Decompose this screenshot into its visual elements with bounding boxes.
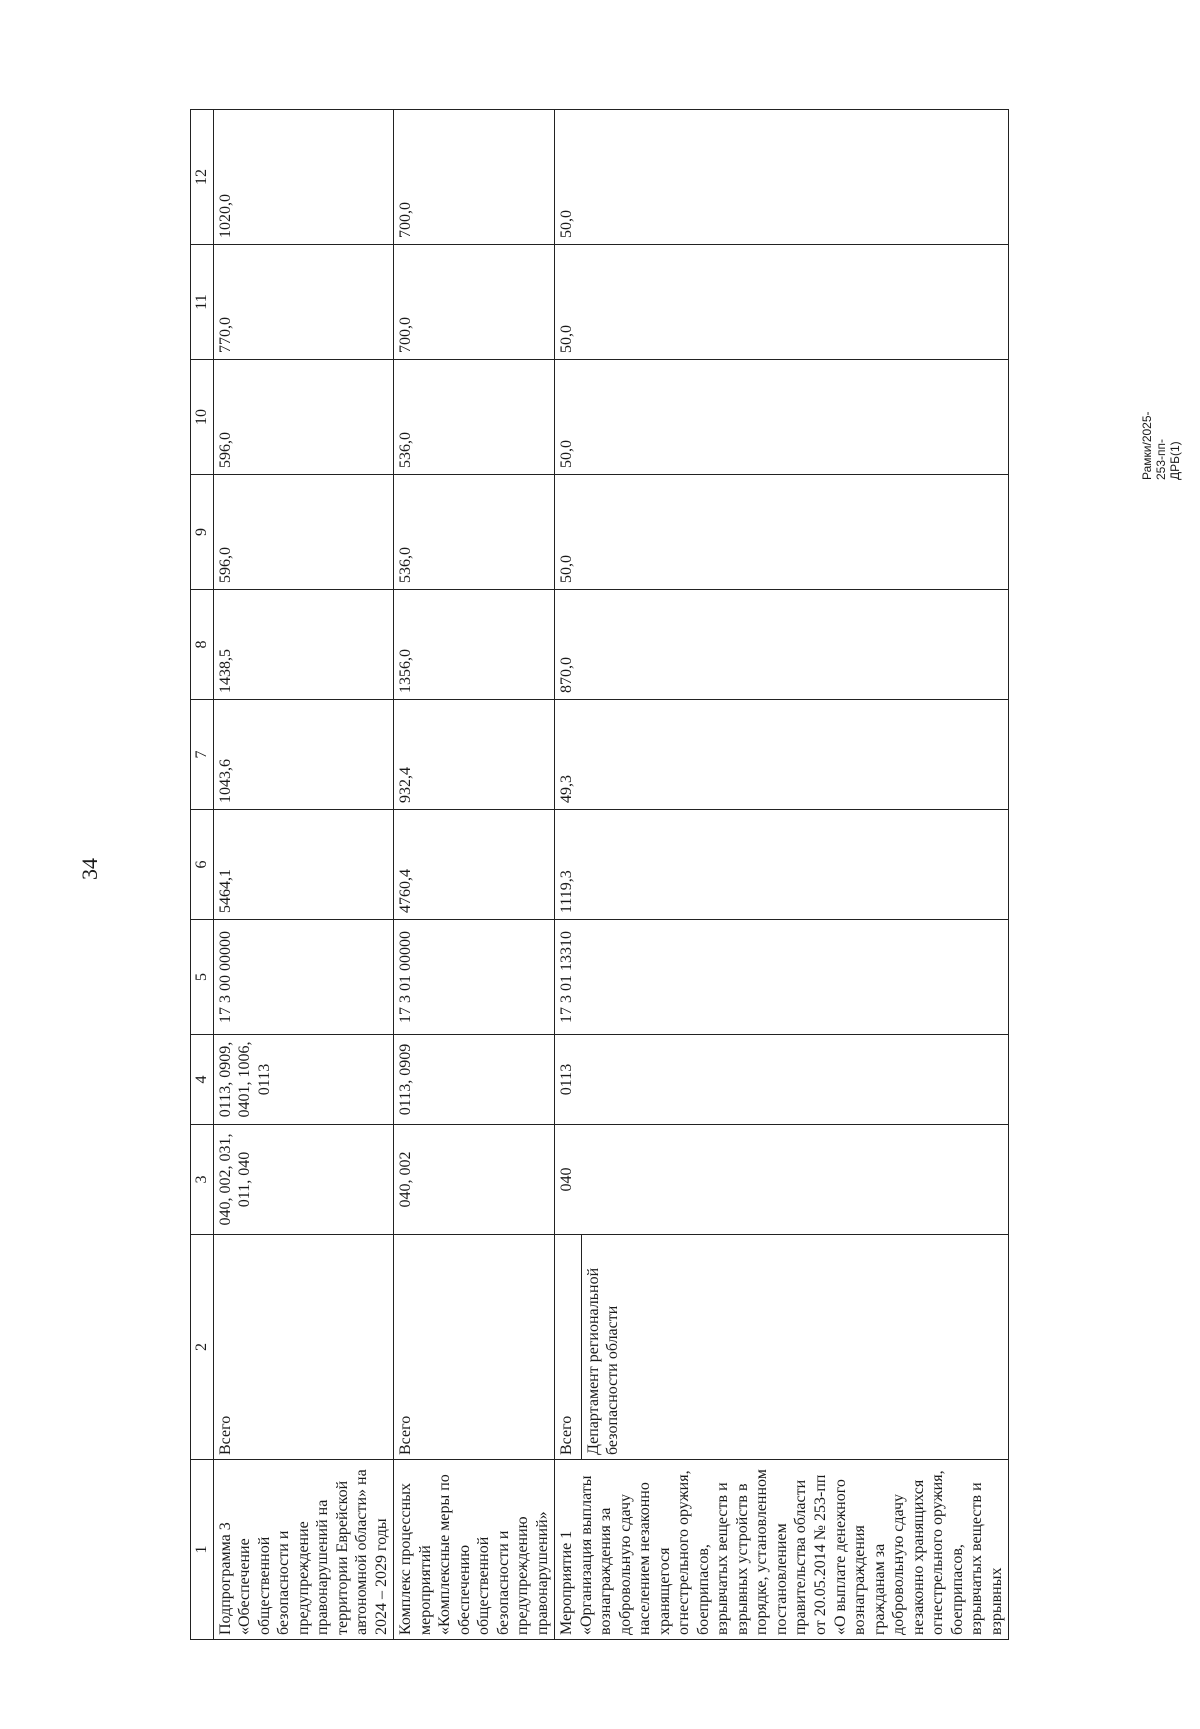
header-row	[191, 110, 214, 1640]
value-cell: 50,0	[555, 245, 1009, 360]
value-cell: 700,0	[394, 110, 555, 245]
value-cell: 536,0	[394, 475, 555, 590]
value-cell: 5464,1	[213, 810, 394, 920]
value-cell: 49,3	[555, 700, 1009, 810]
value-cell: 1043,6	[213, 700, 394, 810]
grbs-cell: 040, 002	[394, 1125, 555, 1235]
value-cell: 932,4	[394, 700, 555, 810]
value-cell: 1119,3	[555, 810, 1009, 920]
csr-cell: 17 3 01 13310	[555, 920, 1009, 1035]
col-header: 12	[191, 110, 214, 245]
table-row	[213, 110, 394, 1640]
program-name: Мероприятие 1 «Организация выплаты вознаграждения за добровольную сдачу населением незаконно хранящегося огнестрельного оружия, боеприпасов, взрывчатых веществ и взрывных устройств в порядке, установленном постановлением правительства области от 20.05.2014 № 253-пп «О выплате денежного вознаграждения гражданам за добровольную сдачу незаконно хранящихся огнестрельного оружия, боеприпасов, взрывчатых веществ и взрывных	[555, 1460, 1009, 1640]
budget-table-wrapper	[190, 110, 1090, 1640]
responsible-cell: Всего	[213, 1235, 394, 1460]
grbs-cell: 040	[555, 1125, 1009, 1235]
rzpr-cell: 0113, 0909, 0401, 1006, 0113	[213, 1035, 394, 1125]
col-header: 2	[191, 1235, 214, 1460]
responsible-cell: Всего	[394, 1235, 555, 1460]
page-number: 34	[77, 858, 102, 880]
program-name: Комплекс процессных мероприятий «Комплексные меры по обеспечению общественной безопасности и предупреждению правонарушений»	[394, 1460, 555, 1640]
csr-cell: 17 3 01 00000	[394, 920, 555, 1035]
col-header: 3	[191, 1125, 214, 1235]
col-header: 8	[191, 590, 214, 700]
value-cell: 536,0	[394, 360, 555, 475]
value-cell: 770,0	[213, 245, 394, 360]
rzpr-cell: 0113, 0909	[394, 1035, 555, 1125]
table-row	[555, 110, 1009, 1640]
value-cell: 50,0	[555, 475, 1009, 590]
col-header: 1	[191, 1460, 214, 1640]
csr-cell: 17 3 00 00000	[213, 920, 394, 1035]
document-code: Рамки/2025-253-пп-ДРБ(1)	[1140, 411, 1182, 480]
program-name: Подпрограмма 3 «Обеспечение общественной безопасности и предупреждение правонарушений на территории Еврейской автономной области» на 2024 – 2029 годы	[213, 1460, 394, 1640]
col-header: 4	[191, 1035, 214, 1125]
responsible-cell	[555, 1235, 1009, 1460]
col-header: 7	[191, 700, 214, 810]
value-cell: 700,0	[394, 245, 555, 360]
value-cell: 870,0	[555, 590, 1009, 700]
responsible-department: Департамент региональной безопасности области	[581, 1235, 625, 1459]
value-cell: 4760,4	[394, 810, 555, 920]
responsible-total: Всего	[558, 1415, 576, 1455]
value-cell: 50,0	[555, 110, 1009, 245]
value-cell: 596,0	[213, 360, 394, 475]
col-header: 6	[191, 810, 214, 920]
value-cell: 1020,0	[213, 110, 394, 245]
col-header: 10	[191, 360, 214, 475]
value-cell: 1356,0	[394, 590, 555, 700]
grbs-cell: 040, 002, 031, 011, 040	[213, 1125, 394, 1235]
value-cell: 1438,5	[213, 590, 394, 700]
value-cell: 50,0	[555, 360, 1009, 475]
col-header: 11	[191, 245, 214, 360]
budget-table	[190, 109, 1009, 1640]
rzpr-cell: 0113	[555, 1035, 1009, 1125]
table-row	[394, 110, 555, 1640]
col-header: 9	[191, 475, 214, 590]
value-cell: 596,0	[213, 475, 394, 590]
col-header: 5	[191, 920, 214, 1035]
